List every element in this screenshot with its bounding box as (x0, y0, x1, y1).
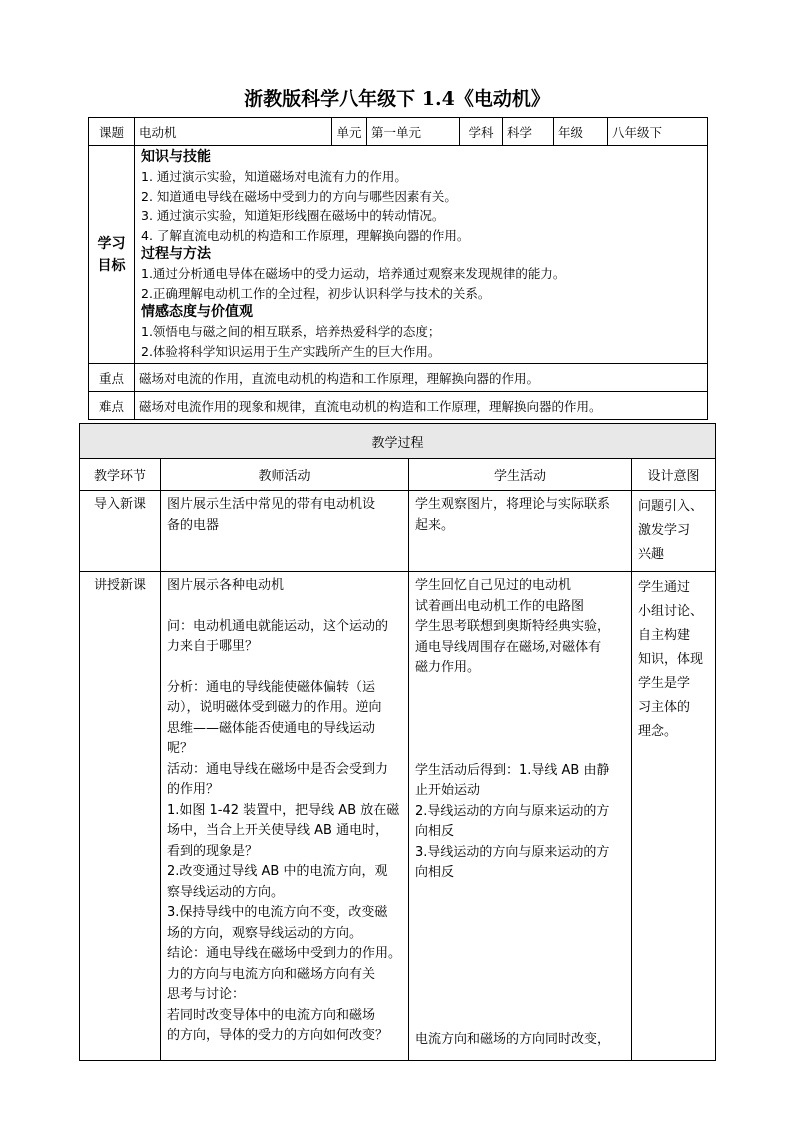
knowledge-item: 1. 通过演示实验，知道磁场对电流有力的作用。 (141, 169, 407, 184)
knowledge-item: 2. 知道通电导线在磁场中受到力的方向与哪些因素有关。 (141, 188, 457, 204)
teacher-cell (161, 572, 409, 1061)
table-row (80, 491, 716, 572)
intent-cell (632, 491, 716, 572)
student-line: 试着画出电动机工作的电路图 (415, 598, 585, 614)
teacher-line: 图片展示生活中常见的带有电动机设 (167, 497, 376, 512)
intent-cell (632, 572, 716, 1061)
stage-cell: 导入新课 (80, 491, 161, 572)
method-item: 1.通过分析通电导体在磁场中的受力运动，培养通过观察来发现规律的能力。 (141, 266, 566, 281)
teacher-line: 场中，当合上开关使导线 AB 通电时， (167, 823, 389, 838)
student-line: 向相反 (415, 865, 455, 880)
intent-line: 知识，体现 (638, 652, 704, 667)
unit-value: 第一单元 (367, 118, 460, 146)
topic-value: 电动机 (135, 118, 332, 146)
teacher-line: 结论：通电导线在磁场中受到力的作用。 (167, 946, 402, 961)
difficulty-text: 磁场对电流作用的现象和规律，直流电动机的构造和工作原理，理解换向器的作用。 (135, 392, 708, 420)
intent-line: 习主体的 (638, 700, 691, 715)
student-cell (409, 491, 632, 572)
subject-value: 科学 (503, 118, 554, 146)
intent-line: 激发学习 (638, 523, 691, 538)
teacher-line: 若同时改变导体中的电流方向和磁场 (167, 1007, 376, 1023)
teacher-line: 思维——磁体能否使通电的导线运动 (167, 720, 376, 736)
teacher-line: 场的方向，观察导线运动的方向。 (167, 925, 363, 941)
student-line: 学生观察图片，将理论与实际联系 (415, 497, 611, 512)
header-intent: 设计意图 (632, 459, 716, 491)
knowledge-heading: 知识与技能 (141, 149, 211, 165)
intent-line: 理念。 (638, 724, 678, 739)
student-line: 起来。 (415, 517, 455, 533)
lesson-info-table (88, 117, 708, 420)
teacher-line: 的作用？ (167, 782, 220, 797)
teacher-line: 动），说明磁体受到磁力的作用。逆向 (167, 700, 382, 715)
header-stage: 教学环节 (80, 459, 161, 491)
intent-line: 问题引入、 (638, 499, 704, 514)
knowledge-item: 3. 通过演示实验，知道矩形线圈在磁场中的转动情况。 (141, 208, 445, 223)
student-line: 磁力作用。 (415, 660, 481, 675)
section-title: 教学过程 (80, 424, 716, 459)
teacher-line: 备的电器 (167, 517, 220, 533)
info-row (89, 118, 708, 146)
intent-line: 学生通过 (638, 580, 691, 595)
objectives-row (89, 146, 708, 364)
header-student: 学生活动 (409, 459, 632, 491)
attitude-item: 2.体验将科学知识运用于生产实践所产生的巨大作用。 (141, 343, 441, 359)
header-teacher: 教师活动 (161, 459, 409, 491)
student-line: 学生回忆自己见过的电动机 (415, 578, 572, 593)
difficulty-row (89, 392, 708, 420)
student-cell (409, 572, 632, 1061)
student-line: 通电导线周围存在磁场,对磁体有 (415, 639, 602, 655)
attitude-heading: 情感态度与价值观 (141, 304, 253, 320)
subject-label: 学科 (460, 118, 503, 146)
teacher-line: 力来自于哪里？ (167, 639, 259, 654)
teacher-line: 2.改变通过导线 AB 中的电流方向，观 (167, 864, 388, 879)
teacher-line: 分析：通电的导线能使磁体偏转（运 (167, 679, 376, 695)
intent-line: 小组讨论、 (638, 604, 704, 619)
method-heading: 过程与方法 (141, 246, 211, 262)
table-row (80, 572, 716, 1061)
unit-label: 单元 (332, 118, 367, 146)
grade-value: 八年级下 (608, 118, 708, 146)
teaching-process-table (79, 423, 716, 1061)
teacher-line: 的方向，导体的受力的方向如何改变？ (167, 1028, 389, 1043)
teacher-cell (161, 491, 409, 572)
teacher-line: 呢？ (167, 741, 194, 756)
method-item: 2.正确理解电动机工作的全过程，初步认识科学与技术的关系。 (141, 285, 491, 301)
topic-label: 课题 (89, 118, 135, 146)
key-point-text: 磁场对电流的作用，直流电动机的构造和工作原理，理解换向器的作用。 (135, 364, 708, 392)
grade-label: 年级 (554, 118, 608, 146)
knowledge-item: 4. 了解直流电动机的构造和工作原理，理解换向器的作用。 (141, 227, 470, 243)
stage-cell: 讲授新课 (80, 572, 161, 1061)
teacher-line: 图片展示各种电动机 (167, 578, 285, 593)
key-point-row (89, 364, 708, 392)
intent-line: 自主构建 (638, 628, 691, 643)
objectives-label-line2: 目标 (97, 257, 126, 274)
teacher-line: 3.保持导线中的电流方向不变，改变磁 (167, 905, 388, 920)
teacher-line: 看到的现象是？ (167, 843, 259, 859)
student-line: 2.导线运动的方向与原来运动的方 (415, 803, 610, 819)
objectives-label (89, 146, 135, 364)
intent-line: 学生是学 (638, 676, 691, 691)
student-line: 电流方向和磁场的方向同时改变， (415, 1031, 611, 1047)
attitude-item: 1.领悟电与磁之间的相互联系，培养热爱科学的态度； (141, 324, 441, 339)
intent-line: 兴趣 (638, 547, 665, 562)
student-line: 3.导线运动的方向与原来运动的方 (415, 844, 610, 860)
teacher-line: 思考与讨论： (167, 987, 246, 1002)
teacher-line: 1.如图 1-42 装置中，把导线 AB 放在磁 (167, 802, 400, 818)
key-point-label: 重点 (89, 364, 135, 392)
objectives-label-line1: 学习 (97, 235, 126, 252)
student-line: 学生思考联想到奥斯特经典实验， (415, 619, 611, 634)
student-line: 止开始运动 (415, 783, 481, 798)
header-row (80, 459, 716, 491)
teacher-line: 问：电动机通电就能运动，这个运动的 (167, 618, 389, 634)
student-line: 学生活动后得到：1.导线 AB 由静 (415, 762, 610, 778)
teacher-line: 察导线运动的方向。 (167, 884, 285, 900)
difficulty-label: 难点 (89, 392, 135, 420)
objectives-content (135, 146, 708, 364)
page-title: 浙教版科学八年级下 1.4《电动机》 (244, 88, 550, 110)
student-line: 向相反 (415, 824, 455, 839)
teacher-line: 力的方向与电流方向和磁场方向有关 (167, 966, 376, 982)
teacher-line: 活动：通电导线在磁场中是否会受到力 (167, 761, 389, 777)
